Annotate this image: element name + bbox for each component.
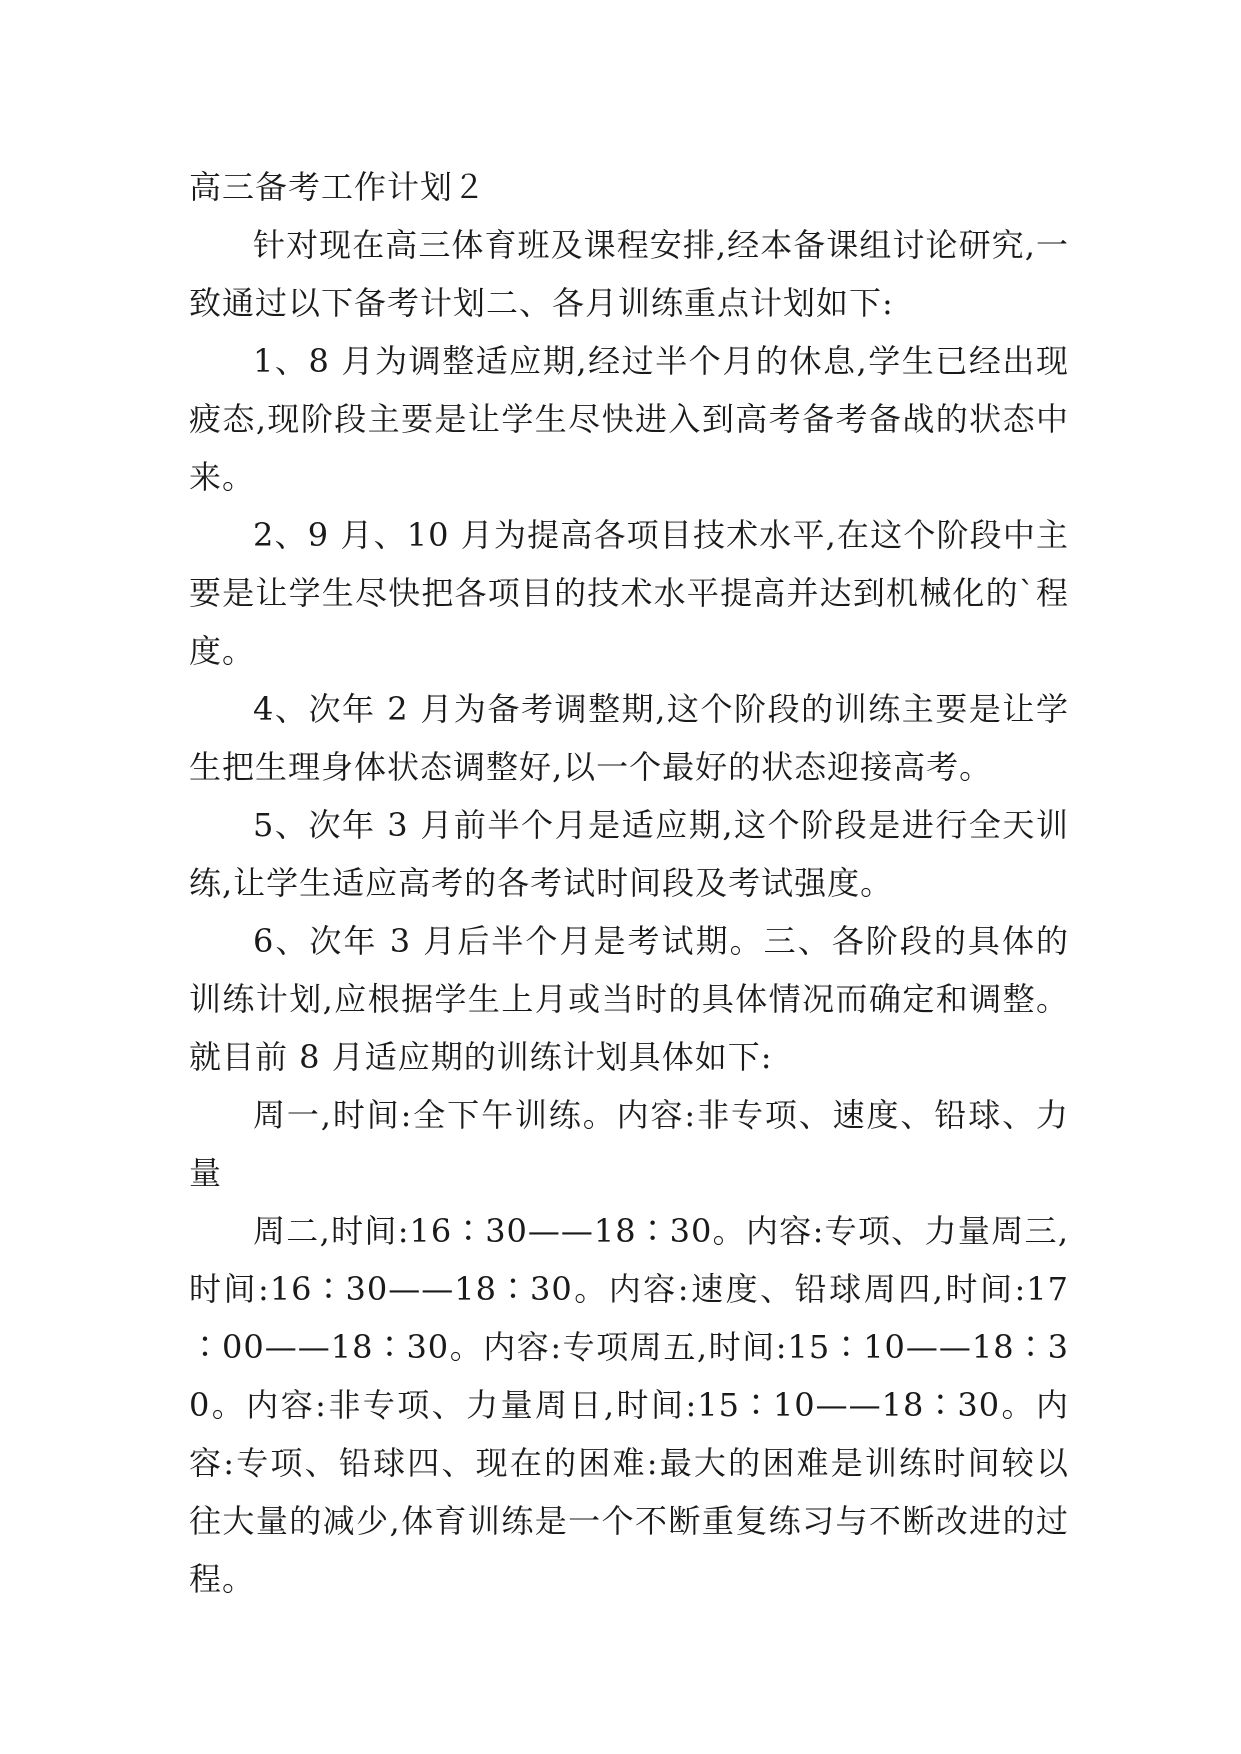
paragraph-monday: 周一,时间:全下午训练。内容:非专项、速度、铅球、力量 [189,1096,1069,1192]
paragraph-sep-oct: 2、9 月、10 月为提高各项目技术水平,在这个阶段中主要是让学生尽快把各项目的技术水平提高并达到机械化的`程度。 [189,516,1069,670]
paragraph-march-first-half: 5、次年 3 月前半个月是适应期,这个阶段是进行全天训练,让学生适应高考的各考试时间段及考试强度。 [189,806,1069,902]
paragraph-weekly-schedule: 周二,时间:16∶30——18∶30。内容:专项、力量周三,时间:16∶30——18∶30。内容:速度、铅球周四,时间:17∶00——18∶30。内容:专项周五,时间:15∶10——18∶30。内容:非专项、力量周日,时间:15∶10——18∶30。内容:专项、铅球四、现在的困难:最大的困难是训练时间较以往大量的减少,体育训练是一个不断重复练习与不断改进的过程。 [189,1212,1069,1598]
paragraph-march-second-half: 6、次年 3 月后半个月是考试期。三、各阶段的具体的训练计划,应根据学生上月或当时的具体情况而确定和调整。就目前 8 月适应期的训练计划具体如下: [189,922,1069,1076]
paragraph-august: 1、8 月为调整适应期,经过半个月的休息,学生已经出现疲态,现阶段主要是让学生尽快进入到高考备考备战的状态中来。 [189,342,1069,496]
paragraph-intro: 针对现在高三体育班及课程安排,经本备课组讨论研究,一致通过以下备考计划二、各月训练重点计划如下: [189,226,1069,322]
paragraph-feb: 4、次年 2 月为备考调整期,这个阶段的训练主要是让学生把生理身体状态调整好,以一个最好的状态迎接高考。 [189,690,1069,786]
document-title: 高三备考工作计划２ [189,168,487,206]
document-body [189,158,1069,1608]
